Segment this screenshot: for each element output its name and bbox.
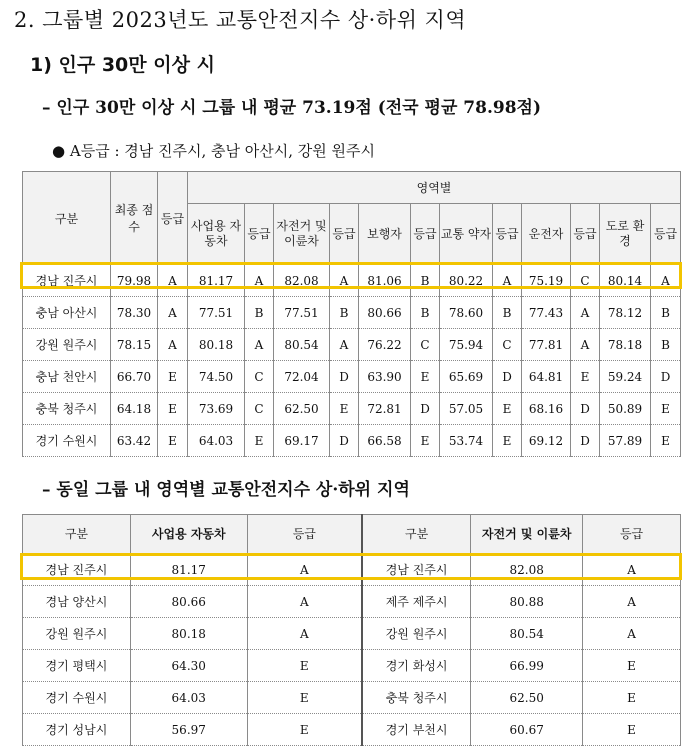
value-cell: A <box>247 618 362 650</box>
value-cell: 78.15 <box>111 329 158 361</box>
document-title: 2. 그룹별 2023년도 교통안전지수 상·하위 지역 <box>14 8 467 32</box>
value-cell: D <box>571 425 600 457</box>
region-cell: 경남 진주시 <box>23 265 111 297</box>
value-cell: 69.12 <box>522 425 571 457</box>
value-cell: E <box>158 393 188 425</box>
value-cell: 81.17 <box>188 265 245 297</box>
value-cell: E <box>245 425 274 457</box>
value-cell: 56.97 <box>130 714 247 746</box>
value-cell: A <box>245 265 274 297</box>
value-cell: A <box>330 265 359 297</box>
value-cell: 78.30 <box>111 297 158 329</box>
value-cell: A <box>493 265 522 297</box>
value-cell: B <box>493 297 522 329</box>
region-cell: 경남 양산시 <box>23 586 131 618</box>
bullet-dot-icon: ● <box>52 142 66 160</box>
value-cell: 80.18 <box>130 618 247 650</box>
value-cell: E <box>571 361 600 393</box>
section-subtitle: 1) 인구 30만 이상 시 <box>30 54 215 76</box>
value-cell: E <box>651 393 681 425</box>
table-row <box>23 714 681 746</box>
value-cell: 80.54 <box>274 329 330 361</box>
value-cell: A <box>158 265 188 297</box>
col-header-final-score: 최종 점수 <box>111 172 158 265</box>
value-cell: E <box>158 425 188 457</box>
value-cell: 77.51 <box>188 297 245 329</box>
area-ranking-table-body <box>23 554 681 746</box>
value-cell: 78.18 <box>600 329 651 361</box>
value-cell: B <box>245 297 274 329</box>
table-row <box>23 265 681 297</box>
value-cell: E <box>247 682 362 714</box>
value-cell: 65.69 <box>440 361 493 393</box>
col-header-area-group: 영역별 <box>188 172 681 204</box>
value-cell: C <box>411 329 440 361</box>
col-header-grade: 등급 <box>245 204 274 265</box>
value-cell: D <box>330 361 359 393</box>
col-header-grade: 등급 <box>583 515 681 554</box>
region-cell: 제주 제주시 <box>362 586 471 618</box>
value-cell: 72.04 <box>274 361 330 393</box>
value-cell: B <box>411 297 440 329</box>
value-cell: E <box>651 425 681 457</box>
region-cell: 경기 성남시 <box>23 714 131 746</box>
value-cell: 77.43 <box>522 297 571 329</box>
section2-title: – 동일 그룹 내 영역별 교통안전지수 상·하위 지역 <box>42 480 410 500</box>
value-cell: B <box>411 265 440 297</box>
value-cell: C <box>245 393 274 425</box>
region-cell: 충북 청주시 <box>23 393 111 425</box>
value-cell: E <box>493 425 522 457</box>
value-cell: 80.88 <box>471 586 583 618</box>
value-cell: D <box>571 393 600 425</box>
region-cell: 경남 진주시 <box>362 554 471 586</box>
value-cell: E <box>330 393 359 425</box>
value-cell: 57.89 <box>600 425 651 457</box>
region-cell: 강원 원주시 <box>362 618 471 650</box>
value-cell: A <box>247 554 362 586</box>
value-cell: 59.24 <box>600 361 651 393</box>
col-header-bicycle: 자전거 및 이륜차 <box>274 204 330 265</box>
col-header-final-grade: 등급 <box>158 172 188 265</box>
table-row <box>23 393 681 425</box>
value-cell: A <box>158 297 188 329</box>
value-cell: C <box>571 265 600 297</box>
region-cell: 충북 청주시 <box>362 682 471 714</box>
col-header-pedestrian: 보행자 <box>359 204 411 265</box>
value-cell: B <box>651 297 681 329</box>
value-cell: 74.50 <box>188 361 245 393</box>
value-cell: 63.90 <box>359 361 411 393</box>
table-row <box>23 329 681 361</box>
col-header-driver: 운전자 <box>522 204 571 265</box>
table-row <box>23 425 681 457</box>
value-cell: 73.69 <box>188 393 245 425</box>
value-cell: A <box>571 297 600 329</box>
col-header-grade: 등급 <box>651 204 681 265</box>
region-cell: 경기 평택시 <box>23 650 131 682</box>
value-cell: E <box>583 714 681 746</box>
table-row <box>23 554 681 586</box>
value-cell: E <box>583 650 681 682</box>
value-cell: E <box>158 361 188 393</box>
value-cell: 57.05 <box>440 393 493 425</box>
col-header-grade: 등급 <box>330 204 359 265</box>
col-header-commercial: 사업용 자동차 <box>130 515 247 554</box>
value-cell: A <box>651 265 681 297</box>
value-cell: 66.99 <box>471 650 583 682</box>
value-cell: 64.81 <box>522 361 571 393</box>
value-cell: 62.50 <box>274 393 330 425</box>
table-row <box>23 297 681 329</box>
value-cell: 81.06 <box>359 265 411 297</box>
value-cell: E <box>583 682 681 714</box>
value-cell: 79.98 <box>111 265 158 297</box>
col-header-commercial: 사업용 자동차 <box>188 204 245 265</box>
table-row <box>23 361 681 393</box>
value-cell: 63.42 <box>111 425 158 457</box>
value-cell: E <box>411 361 440 393</box>
value-cell: A <box>571 329 600 361</box>
region-cell: 경기 수원시 <box>23 425 111 457</box>
value-cell: 75.19 <box>522 265 571 297</box>
value-cell: D <box>651 361 681 393</box>
value-cell: 69.17 <box>274 425 330 457</box>
value-cell: 50.89 <box>600 393 651 425</box>
value-cell: 72.81 <box>359 393 411 425</box>
value-cell: E <box>247 714 362 746</box>
region-cell: 강원 원주시 <box>23 329 111 361</box>
region-cell: 충남 아산시 <box>23 297 111 329</box>
value-cell: A <box>245 329 274 361</box>
value-cell: A <box>247 586 362 618</box>
value-cell: A <box>583 618 681 650</box>
value-cell: 80.22 <box>440 265 493 297</box>
value-cell: 62.50 <box>471 682 583 714</box>
value-cell: 64.03 <box>130 682 247 714</box>
value-cell: E <box>493 393 522 425</box>
value-cell: 64.03 <box>188 425 245 457</box>
value-cell: 77.81 <box>522 329 571 361</box>
value-cell: 78.60 <box>440 297 493 329</box>
value-cell: 80.66 <box>130 586 247 618</box>
value-cell: A <box>583 554 681 586</box>
region-cell: 경기 수원시 <box>23 682 131 714</box>
grade-a-text: A등급 : 경남 진주시, 충남 아산시, 강원 원주시 <box>69 142 376 160</box>
value-cell: C <box>245 361 274 393</box>
col-header-grade: 등급 <box>571 204 600 265</box>
region-cell: 강원 원주시 <box>23 618 131 650</box>
value-cell: 75.94 <box>440 329 493 361</box>
region-cell: 경남 진주시 <box>23 554 131 586</box>
value-cell: D <box>493 361 522 393</box>
group-score-table <box>22 171 681 457</box>
value-cell: 80.54 <box>471 618 583 650</box>
col-header-grade: 등급 <box>493 204 522 265</box>
value-cell: 77.51 <box>274 297 330 329</box>
value-cell: A <box>330 329 359 361</box>
value-cell: D <box>330 425 359 457</box>
value-cell: 60.67 <box>471 714 583 746</box>
value-cell: 76.22 <box>359 329 411 361</box>
col-header-vulnerable: 교통 약자 <box>440 204 493 265</box>
value-cell: C <box>493 329 522 361</box>
value-cell: B <box>330 297 359 329</box>
value-cell: A <box>583 586 681 618</box>
col-header-category: 구분 <box>362 515 471 554</box>
value-cell: 81.17 <box>130 554 247 586</box>
table-row <box>23 682 681 714</box>
value-cell: 78.12 <box>600 297 651 329</box>
value-cell: 80.14 <box>600 265 651 297</box>
table-row <box>23 586 681 618</box>
value-cell: 66.70 <box>111 361 158 393</box>
value-cell: 80.66 <box>359 297 411 329</box>
col-header-bicycle: 자전거 및 이륜차 <box>471 515 583 554</box>
col-header-grade: 등급 <box>411 204 440 265</box>
col-header-road: 도로 환경 <box>600 204 651 265</box>
value-cell: A <box>158 329 188 361</box>
region-cell: 경기 화성시 <box>362 650 471 682</box>
value-cell: 64.30 <box>130 650 247 682</box>
region-cell: 충남 천안시 <box>23 361 111 393</box>
table-row <box>23 650 681 682</box>
table-row <box>23 618 681 650</box>
value-cell: E <box>411 425 440 457</box>
col-header-category: 구분 <box>23 515 131 554</box>
value-cell: 82.08 <box>471 554 583 586</box>
col-header-grade: 등급 <box>247 515 362 554</box>
area-ranking-table <box>22 514 681 746</box>
value-cell: E <box>247 650 362 682</box>
col-header-category: 구분 <box>23 172 111 265</box>
value-cell: 66.58 <box>359 425 411 457</box>
group-score-table-body <box>23 265 681 457</box>
value-cell: 64.18 <box>111 393 158 425</box>
value-cell: 68.16 <box>522 393 571 425</box>
value-cell: B <box>651 329 681 361</box>
value-cell: 82.08 <box>274 265 330 297</box>
grade-a-bullet <box>52 140 375 161</box>
value-cell: 80.18 <box>188 329 245 361</box>
value-cell: D <box>411 393 440 425</box>
value-cell: 53.74 <box>440 425 493 457</box>
group-average-line: – 인구 30만 이상 시 그룹 내 평균 73.19점 (전국 평균 78.98점) <box>42 98 541 118</box>
region-cell: 경기 부천시 <box>362 714 471 746</box>
